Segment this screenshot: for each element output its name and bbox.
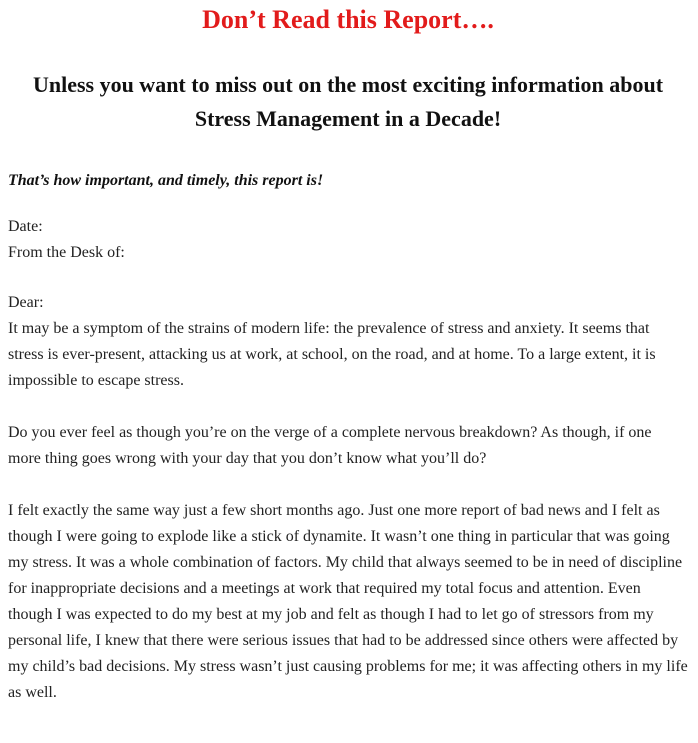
subheadline: Unless you want to miss out on the most exciting information about Stress Management in a Decade! [32,72,664,131]
tagline: That’s how important, and timely, this report is! [8,172,324,189]
body-text [8,316,688,706]
paragraph: Do you ever feel as though you’re on the verge of a complete nervous breakdown? As though, if one more thing goes wrong with your day that you don’t know what you’ll do? [8,424,652,467]
letter-meta [8,214,688,266]
paragraph: I felt exactly the same way just a few short months ago. Just one more report of bad news and I felt as though I were going to explode like a stick of dynamite. It wasn’t one thing in particular that was going my stress. It was a whole combination of factors. My child that always seemed to be in need of discipline for inappropriate decisions and a meetings at work that required my total focus and attention. Even though I was expected to do my best at my job and felt as though I had to let go of stressors from my personal life, I knew that there were serious issues that had to be addressed since others were affected by my child’s bad decisions. My stress wasn’t just causing problems for me; it was affecting others in my life as well. [8,502,688,701]
paragraph: It may be a symptom of the strains of modern life: the prevalence of stress and anxiety. It seems that stress is ever-present, attacking us at work, at school, on the road, and at home. To a large extent, it is impossible to escape stress. [8,320,656,389]
headline: Don’t Read this Report…. [202,5,494,34]
from-label: From the Desk of: [8,244,125,261]
salutation: Dear: [8,294,44,311]
date-label: Date: [8,218,43,235]
